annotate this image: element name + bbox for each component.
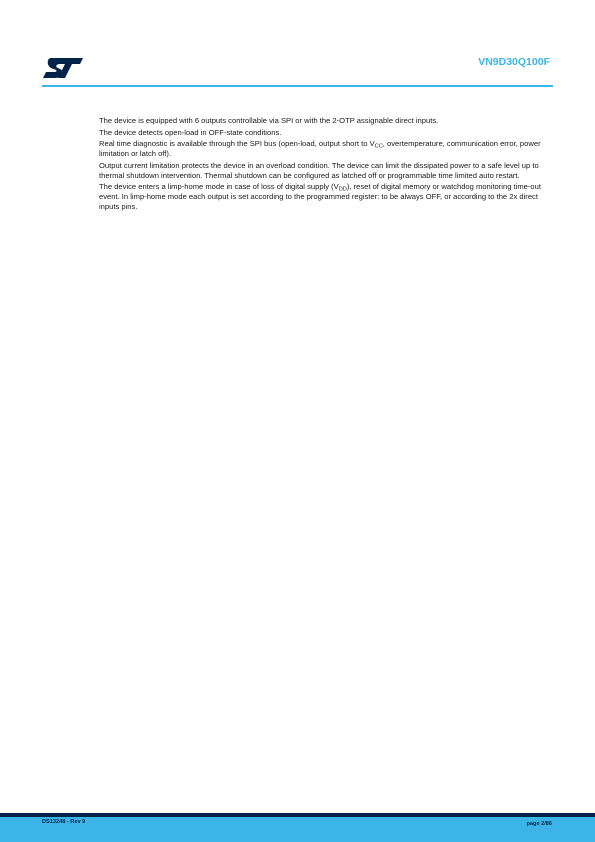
paragraph-outputs: [99, 116, 554, 126]
paragraph-limp-home: [99, 182, 554, 212]
paragraph-diagnostic: [99, 139, 554, 159]
document-title: VN9D30Q100F: [478, 56, 550, 68]
st-logo: [42, 57, 84, 79]
diagnostic-text-start: Real time diagnostic is available through the SPI bus (open-load, output short to V: [99, 139, 375, 148]
current-limitation-text: Output current limitation protects the device in an overload condition. The device can limit the dissipated power to a safe level up to thermal shutdown intervention. Thermal shutdown can be configured as latched off or programmable time limited auto restart.: [99, 160, 539, 180]
paragraph-outputs-text: The device is equipped with 6 outputs controllable via SPI or with the 2-OTP assignable direct inputs.: [99, 116, 439, 125]
document-id: DS13248 - Rev 9: [42, 819, 86, 825]
vcc-subscript: CC: [374, 143, 383, 150]
limp-home-text-start: The device enters a limp-home mode in case of loss of digital supply (V: [99, 182, 339, 191]
header-rule: [42, 85, 553, 87]
paragraph-open-load-text: The device detects open-load in OFF-state conditions.: [99, 127, 282, 137]
paragraph-current-limitation: [99, 161, 554, 181]
limp-home-text-end: ), reset of digital memory or watchdog monitoring time-out event. In limp-home mode each output is set according to the programmed register: to be always OFF, or according to the 2x direct inputs pins.: [99, 182, 541, 211]
page-number: page 2/86: [526, 821, 552, 827]
page-footer: [0, 817, 595, 842]
diagnostic-text-end: , overtemperature, communication error, power limitation or latch off).: [99, 139, 541, 158]
body-text: [99, 116, 554, 214]
page-header: [0, 0, 595, 90]
vdd-subscript: DD: [338, 186, 347, 193]
paragraph-open-load: [99, 128, 554, 138]
